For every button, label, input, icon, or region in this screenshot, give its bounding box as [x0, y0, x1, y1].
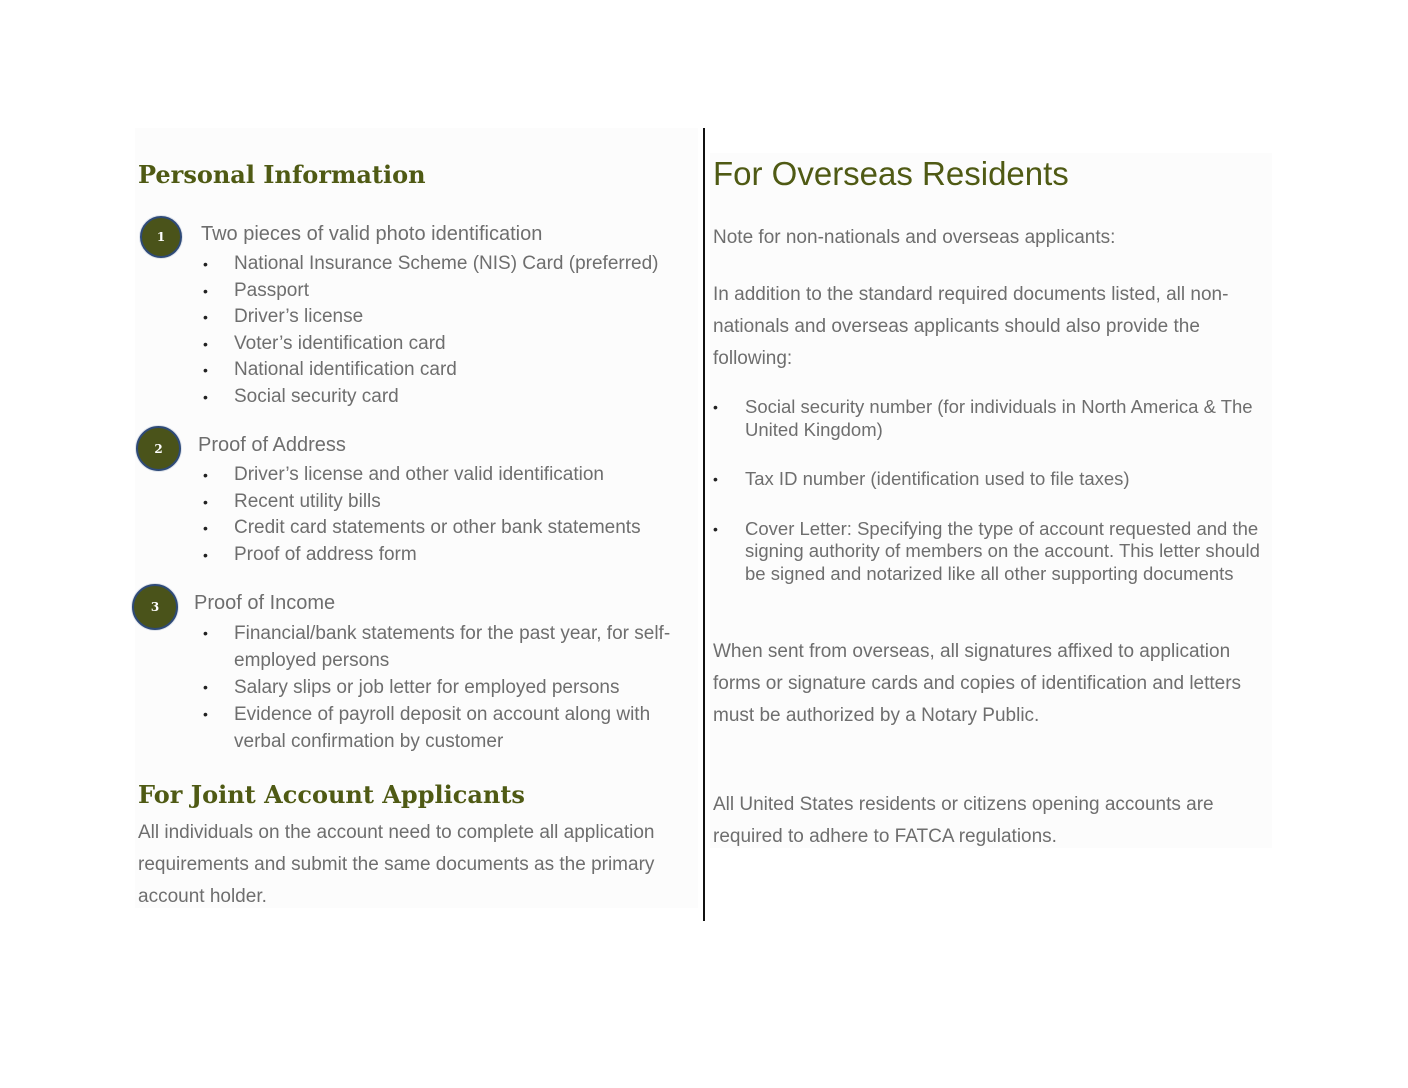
step-badge-1: 1 — [140, 216, 182, 258]
list-item: • Passport — [197, 278, 659, 305]
list-item: • Voter’s identification card — [197, 331, 659, 358]
overseas-residents-heading: For Overseas Residents — [713, 155, 1069, 192]
proof-of-income-list — [197, 620, 684, 755]
list-item: • Recent utility bills — [197, 489, 641, 516]
group-title-proof-of-address: Proof of Address — [198, 434, 346, 456]
joint-account-heading: For Joint Account Applicants — [138, 780, 525, 809]
column-divider — [703, 128, 705, 921]
notary-text: When sent from overseas, all signatures affixed to application forms or signature cards and copies of identification and letters must be authorized by a Notary Public. — [713, 641, 1242, 726]
group-title-proof-of-income: Proof of Income — [194, 592, 336, 614]
list-item: • Evidence of payroll deposit on account along with verbal confirmation by customer — [197, 701, 684, 755]
joint-account-text: All individuals on the account need to complete all application requirements and submit the same documents as the primary account holder. — [138, 822, 655, 907]
list-item: • Social security card — [197, 384, 659, 411]
list-item: • Social security number (for individuals in North America & The United Kingdom) — [713, 396, 1268, 441]
step-badge-3: 3 — [132, 584, 178, 630]
overseas-intro: In addition to the standard required documents listed, all non-nationals and overseas applicants should also provide the following: — [713, 284, 1229, 369]
list-item: • National Insurance Scheme (NIS) Card (preferred) — [197, 251, 659, 278]
overseas-requirements-list — [713, 396, 1268, 585]
list-item: • Financial/bank statements for the past year, for self-employed persons — [197, 620, 674, 674]
list-item: • Credit card statements or other bank statements — [197, 515, 641, 542]
proof-of-address-list — [197, 462, 641, 568]
personal-information-heading: Personal Information — [138, 160, 426, 189]
list-item: • Salary slips or job letter for employed persons — [197, 674, 684, 701]
step-badge-2: 2 — [136, 426, 181, 471]
overseas-note: Note for non-nationals and overseas applicants: — [713, 227, 1116, 248]
list-item: • Driver’s license and other valid identification — [197, 462, 641, 489]
list-item: • Proof of address form — [197, 542, 641, 569]
group-title-photo-id: Two pieces of valid photo identification — [201, 223, 543, 245]
photo-id-list — [197, 251, 659, 411]
list-item: • National identification card — [197, 357, 659, 384]
fatca-text: All United States residents or citizens opening accounts are required to adhere to FATCA regulations. — [713, 794, 1214, 847]
list-item: • Tax ID number (identification used to file taxes) — [713, 468, 1268, 491]
list-item: • Driver’s license — [197, 304, 659, 331]
list-item: • Cover Letter: Specifying the type of account requested and the signing authority of members on the account. This letter should be signed and notarized like all other supporting documents — [713, 518, 1268, 586]
